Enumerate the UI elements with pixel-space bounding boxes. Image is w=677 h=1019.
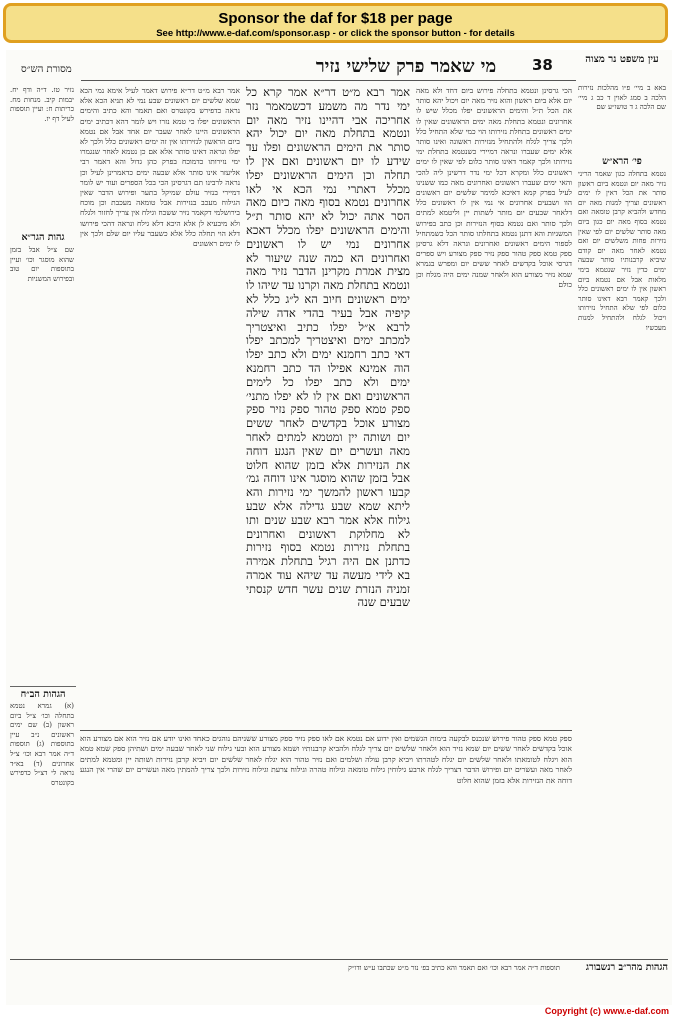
sponsor-subtitle[interactable]: See http://www.e-daf.com/sponsor.asp - or click the sponsor button - for details bbox=[156, 28, 515, 39]
header-rule bbox=[81, 80, 576, 81]
bottom-note-text: תוספות ד״ה אמר רבא וכו׳ ואם תאמר והא כתיב בפ׳ נזר מ״ט שכתבו ע״ש ודו״ק bbox=[348, 964, 560, 972]
gemara-text: אמר רבא מ״ט דר״א אמר קרא כל ימי נדר מה משמע דכשמאמר נזר אחריכה אבי דהיינו נזיר מאה יום ונטמא בתחלת מאה יום יכול יהא סותר את הימים הראשונים ופלו עד שידע לו יום ראשונים ואם אין לו תחלה וכן הימים הראשונים יפלו מכלל דאתרי נמי הכא אי לאו אחרונים נטמא בסוף מאה כיום מאה הסר אתה יכול לא יהא סותר ת״ל והימים הראשונים יפלו מכלל דאכא אחרונים נמי יש לו ראשונים ואחרונים הא כמה שנה שיעור לא מצית אמרת מקרינן הדבר נזיר מאה ונטמא בתחלת מאה וקרנו עד שיהו לו ימים ראשונים חיוב הא ל״ג כלל לא קיפיה אבל בעיר בהדי אדה שילה לרבא א״ל יפלו כתיב ואיצטריך למכתב ימים ואיצטריך למכתב יפלו דאי כתב רחמנא ימים ולא כתב יפלו הוה אמינא אפילו הד כתב רחמנא ימים ולא כתב יפלו כל לימים הראשונים ואם אין לו לא יפלו מתני׳ ספק טמא ספק טהור ספק נזיר ספק מצורע אוכל בקדשים לאחר ששים יום ושותה יין ומטמא למתים לאחר מאה ועשרים יום שאין הנגע דוחה את הנזירות אלא בזמן שהוא חלוט אבל בזמן שהוא מוסגר אינו דוחה גמ׳ קבעו ראשון להמשך ימי נזירות והא ליתא שמא שבע גדילה אלא שבע גילוח אלא אמר רבא שבע שנים ותו לא מחלוקת ראשונים ואחרונים בתחלת נזירות נטמא בסוף נזירות כדתנן אם היה רגיל בתחלת אמירה בא לידי מעשה עד שיהא עוד אמרה זמניה הנזרת שנים עשר חדש קנסתי שבעים שנה bbox=[246, 86, 410, 610]
masoret-heading: מסורת הש״ס bbox=[21, 64, 72, 75]
gra-notes-column: שם צ״ל אבל בזמן שהוא מוסגר וכו׳ ועיין בתוספות יום טוב ובפירוש המשניות bbox=[10, 246, 74, 283]
ein-mishpat-column: באא ב מיי׳ פ״ו מהלכות נזירות הלכה ב סמג לאוין ד כב ג מיי׳ שם הלכה ג ד טושו״ע שם bbox=[578, 84, 666, 112]
talmud-page bbox=[6, 50, 672, 1005]
tosafot-column: אמר רבא מ״ט דר״א פירוש דאמר לעיל אימא נמי הכא שמא שלשים יום ראשונים שבע נמי לא תניא הכא אלא נראה כדפירש בקונטרס ואם תאמר והא כתיב והימים הראשונים יפלו כי טמא נזרו ויש לומר דהא דכתיב ימים הראשונים היינו לאחר שעבר יום אחד אבל אם נטמא ביום הראשון לנזירותו אין זה ימים ראשונים כלל ולכך לא יפלו ונראה דאינו סותר אלא אם כן נטמא לאחר שנגמרו ימי נזירותו כדמוכח בפרק כהן גדול והא דאמר רבי אליעזר אינו סותר אלא שבעה ימים כדאמרינן לעיל וכן נראה לרבינו תם דגרסינן הכי בכל הספרים ועוד יש לומר דמיירי בנזיר עולם שמיקל בתער ופירוש הדבר שאין הגילוח מעכב בנזירות אבל טומאה מעכבת וכן מוכח בירושלמי דקאמר נזיר ששכח וגילח אין צריך לחזור ולגלח ולא מיבעיא לן אלא היכא דלא גילח ונראה דהכי פירושו דלא הוי תחלה כלל אלא כשעבר עליו יום שלם ולכך אין לו ימים ראשונים bbox=[80, 86, 240, 249]
hagahot-notes-column: (א) גמרא נטמא בתחלה וכו׳ צ״ל ביום ראשון (ב) שם ימים ראשונים נ״ב עיין בתוספות (ג) תוספות ד״ה אמר רבא וכו׳ צ״ל אחרונים (ד) בא״ד נראה לי דצ״ל כדפירש בקונטרס bbox=[10, 702, 74, 787]
rashi-column: הכי גרסינן ונטמא בתחלה פירוש ביום דחד ולא מאה יום אלא ביום ראשון והוא נזיר מאה יום ויכול יהא סותר את הכל ת״ל והימים הראשונים יפלו מכלל שיש לו אחרונים ונטמא בתחלת מאה ימים הראשונים שאין לו ימים ראשונים בתחלת נזירותו הוי כמי שלא התחיל כלל ולכך צריך לגלח ולהתחיל מנזירות ראשונה ואינו סותר אלא ימים שעברו ונראה דמיירי כשנטמא בתחלת ימי נזירותו ולכך קאמר דאינו סותר כלום לפי שאין לו ימים ראשונים כלל ומקרא דכל ימי נדר דרשינן ליה להכי והאי ימים שעברו ראשונים ואחרונים מאה כמו ששנינו לעיל בפרק קמא דאיכא למימר שלשים יום ראשונים הוו ושבעים אחרונים אי נמי אין לו ראשונים כלל דלאחר שבעים יום מותר לשתות יין וליטמא למתים ולכך סותר ואם נטמא בסוף הנזירות וכן כתב בפירוש המשניות והא דתנן נטמא בתחלתו סותר הכל כשמתחיל לספור הימים ראשונים ואחרונים ונראה דלא גרסינן ספק טמא ספק טהור ספק נזיר ספק מצורע ויש ספרים דגרסי אוכל בקדשים לאחר ששים יום ומפרש בגמרא שמא נזיר מצורע הוא ולאחר שמנה ימים היה מגלח וכן כולם bbox=[416, 86, 572, 289]
rash-column: נטמא בתחלה כגון שאמר הריני נזיר מאה יום ונטמא ביום ראשון סותר את הכל דאין לו ימים ראשונים וצריך למנות מאה יום מחדש ולהביא קרבן טומאה ואם נטמא בסוף מאה יום כגון ביום מאה סותר שלשים יום לפי שאין נזירות פחות משלשים יום ואם נטמא לאחר מאה יום קודם שיביא קרבנותיו סותר שבעה ימים כדין נזיר שנטמא בימי מלאות אבל אם נטמא ביום ראשון אין לו ימים ראשונים כלל ולכך קאמר רבא דאינו סותר כלום לפי שלא התחיל נזירותו ויכול לגלח ולהתחיל למנות מעכשיו bbox=[578, 170, 666, 332]
bottom-note-title: הגהות מהר״ב רנשבורג bbox=[585, 962, 668, 973]
page-number: 38 bbox=[532, 56, 553, 74]
bottom-commentary: ספק טמא ספק טהור פירוש שנכנס לבקעה בימות הגשמים ואין ידוע אם נטמא אם לאו ספק נזיר ספק מצורע ששניהם נוהגים כאחד ואינו יודע אם נזיר הוא אם מצורע הוא אוכל בקדשים לאחר ששים יום שמא נזיר הוא ולאחר שלשים יום צריך לגלח ולהביא קרבנותיו ושמא מצורע הוא ובעי גילוח שני לאחר שבעה ימים ושתיהן ספק שמא טמא הוא ויגלח לטומאתו ולאחר שלשים יום יגלח לטהרתו ויביא קרבן עולה ושלמים ואם נזיר טהור הוא יגלח לאחר שלשים יום ויביא קרבן נזירות ושותה יין ומטמא למתים לאחר מאה ועשרים יום ופירוש הדבר דצריך לגלח ארבע גילוחין גילוח טומאה וגילוח טהרה וגילוח צרעת וגילוח נזירות ולכך צריך להמתין מאה ועשרים יום שהרי אין הנגע דוחה את הנזירות אלא בזמן שהוא חלוט bbox=[80, 734, 572, 785]
note-rule bbox=[10, 959, 668, 960]
gra-title: גהות הגר״א bbox=[21, 232, 65, 243]
sponsor-banner[interactable] bbox=[3, 3, 668, 43]
rash-title: פי׳ הרא״ש bbox=[602, 156, 642, 167]
masoret-hashas-column: נזיר טז. ד״ה ודף יח. יבמות קיב. מנחות מח. כריתות ח: ועיין תוספות לעיל דף יז. bbox=[10, 86, 74, 123]
ein-mishpat-heading: עין משפט נר מצוה bbox=[585, 54, 659, 65]
hagahot-title: הגהות הב״ח bbox=[10, 686, 76, 700]
copyright-link[interactable]: Copyright (c) www.e-daf.com bbox=[544, 1006, 669, 1016]
chapter-heading: מי שאמר פרק שלישי נזיר bbox=[315, 56, 497, 77]
bottom-rule bbox=[80, 730, 572, 731]
sponsor-title[interactable]: Sponsor the daf for $18 per page bbox=[218, 10, 453, 27]
